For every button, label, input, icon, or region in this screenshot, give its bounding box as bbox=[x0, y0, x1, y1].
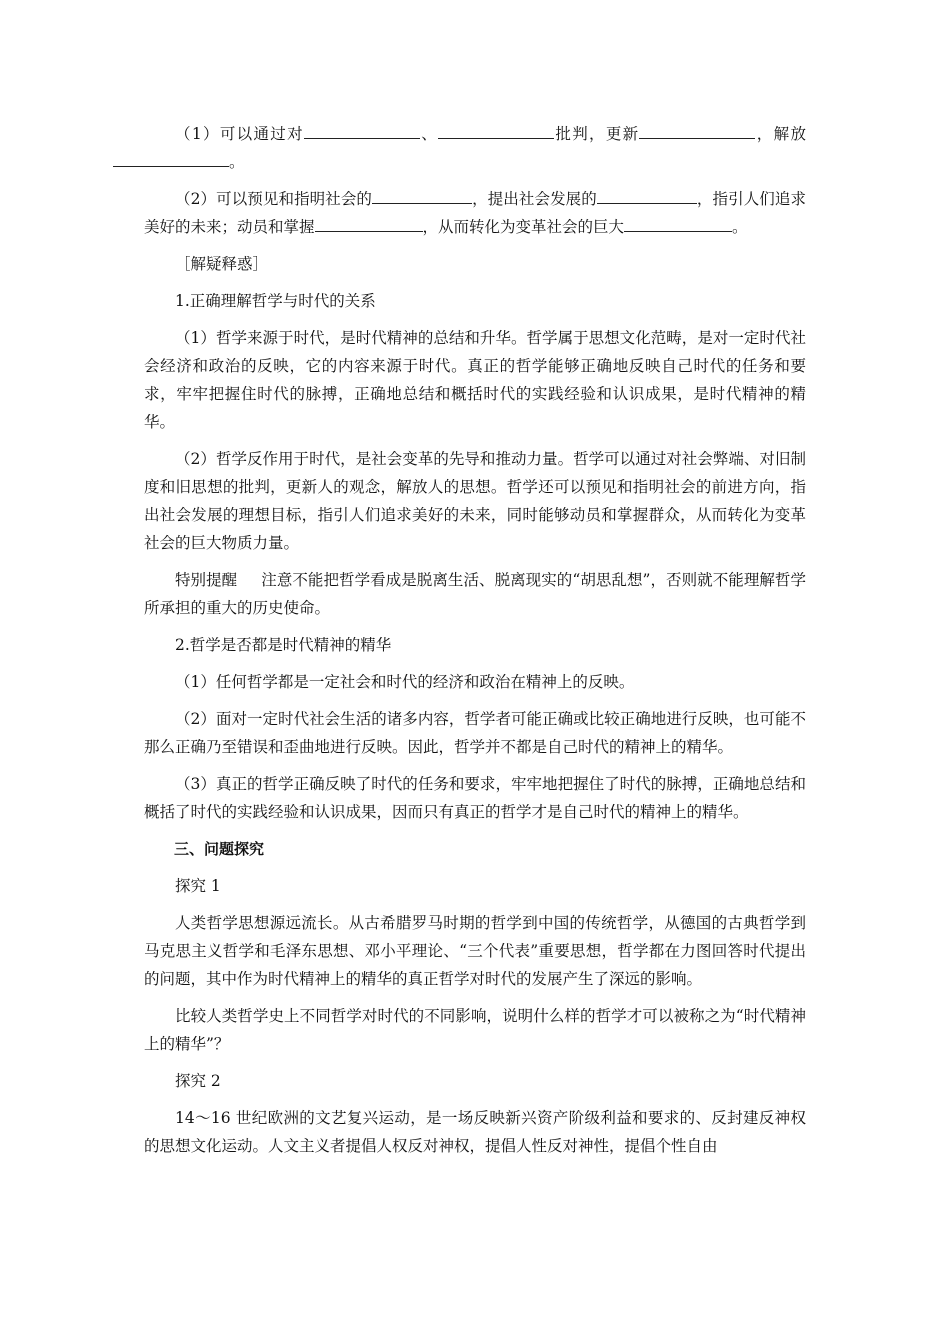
document-page bbox=[144, 120, 806, 1169]
explore-2-label: 探究 2 bbox=[175, 1072, 221, 1090]
explore-2-text: 14～16 世纪欧洲的文艺复兴运动，是一场反映新兴资产阶级利益和要求的、反封建反神权的思想文化运动。人文主义者提倡人权反对神权，提倡人性反对神性，提倡个性自由 bbox=[144, 1109, 806, 1155]
section-3-heading: 三、问题探究 bbox=[174, 840, 265, 858]
fill-in-item-2: （2）可以预见和指明社会的 ，提出社会发展的 ，指引人们追求美好的未来；动员和掌握 ，从而转化为变革社会的巨大 。 bbox=[144, 185, 806, 241]
answer-blank[interactable] bbox=[113, 148, 229, 167]
answer-blank[interactable] bbox=[304, 120, 420, 139]
explore-1-question: 比较人类哲学史上不同哲学对时代的不同影响，说明什么样的哲学才可以被称之为“时代精神上的精华”？ bbox=[144, 1007, 806, 1053]
point-1-paragraph-2: （2）哲学反作用于时代，是社会变革的先导和推动力量。哲学可以通过对社会弊端、对旧制度和旧思想的批判，更新人的观念，解放人的思想。哲学还可以预见和指明社会的前进方向，指出社会发展的理想目标，指引人们追求美好的未来，同时能够动员和掌握群众，从而转化为变革社会的巨大物质力量。 bbox=[144, 450, 806, 552]
answer-blank[interactable] bbox=[639, 120, 755, 139]
explore-1-label: 探究 1 bbox=[175, 877, 221, 895]
special-reminder bbox=[144, 566, 806, 622]
point-2-paragraph-1: （1）任何哲学都是一定社会和时代的经济和政治在精神上的反映。 bbox=[175, 673, 635, 691]
section-label: ［解疑释惑］ bbox=[175, 255, 269, 273]
answer-blank[interactable] bbox=[438, 120, 554, 139]
explore-1-text: 人类哲学思想源远流长。从古希腊罗马时期的哲学到中国的传统哲学，从德国的古典哲学到马克思主义哲学和毛泽东思想、邓小平理论、“三个代表”重要思想，哲学都在力图回答时代提出的问题，其中作为时代精神上的精华的真正哲学对时代的发展产生了深远的影响。 bbox=[144, 914, 806, 988]
answer-blank[interactable] bbox=[315, 213, 423, 232]
point-2-paragraph-3: （3）真正的哲学正确反映了时代的任务和要求，牢牢地把握住了时代的脉搏，正确地总结和概括了时代的实践经验和认识成果，因而只有真正的哲学才是自己时代的精神上的精华。 bbox=[144, 775, 806, 821]
point-2-title: 2.哲学是否都是时代精神的精华 bbox=[175, 636, 392, 654]
reminder-text: 注意不能把哲学看成是脱离生活、脱离现实的“胡思乱想”，否则就不能理解哲学所承担的重大的历史使命。 bbox=[144, 571, 806, 617]
reminder-label: 特别提醒 bbox=[175, 571, 238, 589]
point-1-paragraph-1: （1）哲学来源于时代，是时代精神的总结和升华。哲学属于思想文化范畴，是对一定时代社会经济和政治的反映，它的内容来源于时代。真正的哲学能够正确地反映自己时代的任务和要求，牢牢把握住时代的脉搏，正确地总结和概括时代的实践经验和认识成果，是时代精神的精华。 bbox=[144, 329, 806, 431]
answer-blank[interactable] bbox=[372, 185, 472, 204]
fill-in-item-1: （1）可以通过对 、 批判，更新 ，解放。 bbox=[144, 120, 806, 176]
point-1-title: 1.正确理解哲学与时代的关系 bbox=[175, 292, 376, 310]
answer-blank[interactable] bbox=[597, 185, 697, 204]
point-2-paragraph-2: （2）面对一定时代社会生活的诸多内容，哲学者可能正确或比较正确地进行反映，也可能不那么正确乃至错误和歪曲地进行反映。因此，哲学并不都是自己时代的精神上的精华。 bbox=[144, 710, 806, 756]
answer-blank[interactable] bbox=[624, 213, 732, 232]
